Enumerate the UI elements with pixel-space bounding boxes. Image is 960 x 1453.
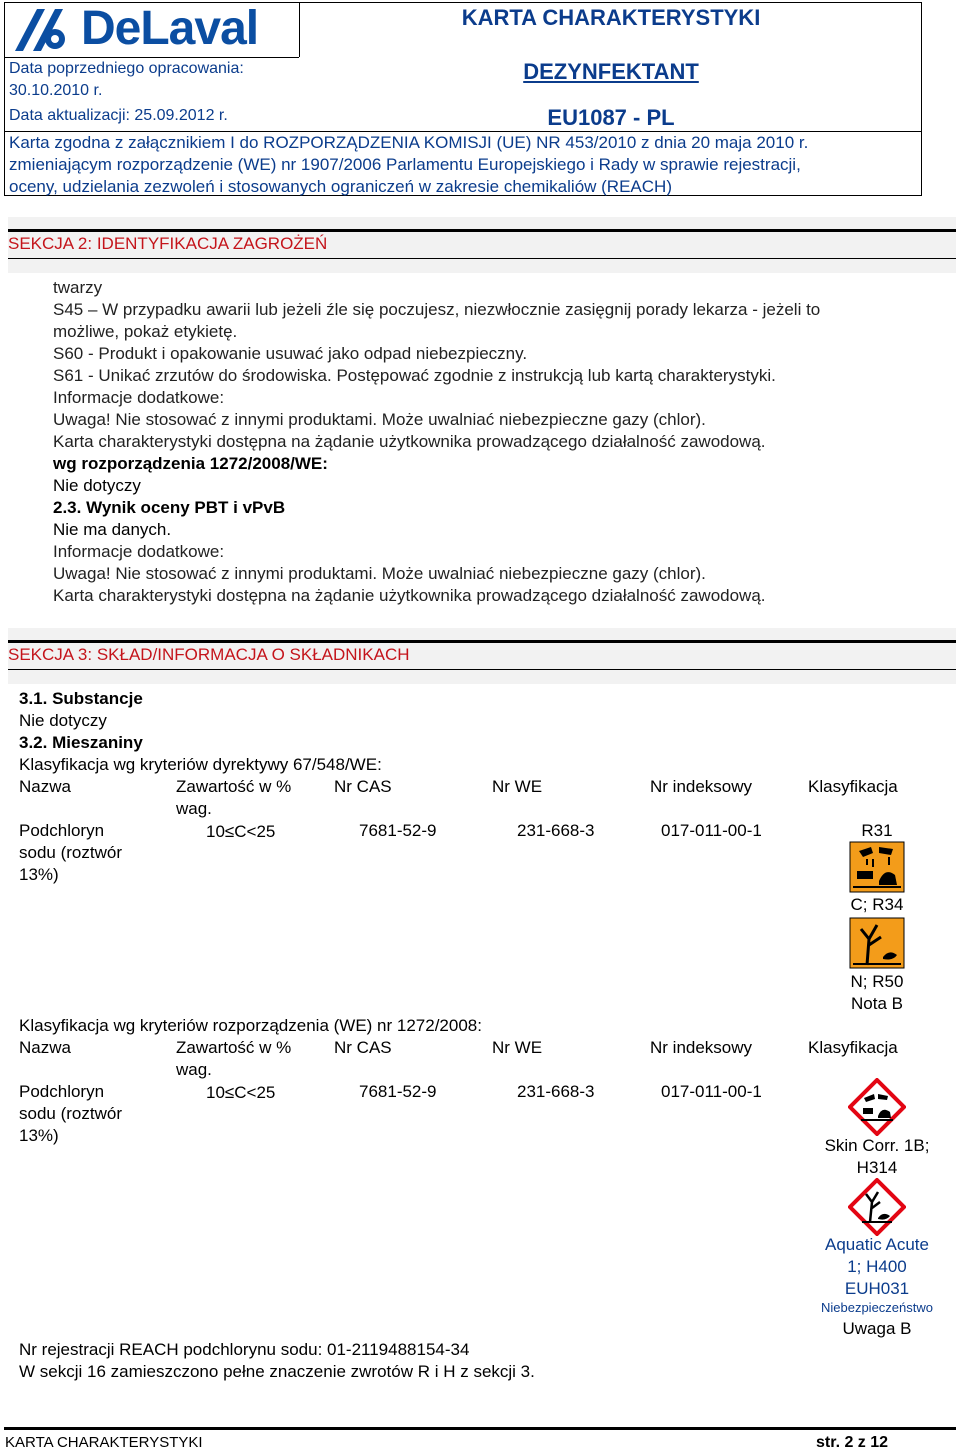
cell-cas: 7681-52-9 [359, 1082, 437, 1101]
classification-text: Skin Corr. 1B; [824, 1136, 930, 1155]
previous-edition-date: 30.10.2010 r. [9, 82, 103, 99]
classification-text: Nota B [851, 994, 903, 1013]
subheading: 3.1. Substancje [19, 689, 143, 708]
col-header-content-unit: wag. [176, 799, 212, 818]
col-header-we: Nr WE [492, 777, 543, 796]
ghs-corrosion-pictogram-icon [848, 1078, 906, 1136]
note-line: W sekcji 16 zamieszczono pełne znaczenie zwrotów R i H z sekcji 3. [19, 1362, 535, 1381]
corrosive-pictogram-icon [849, 841, 905, 893]
document-header [4, 2, 922, 196]
ghs-environment-pictogram-icon [848, 1178, 906, 1236]
classification-text: Uwaga B [842, 1319, 912, 1338]
text-line: S61 - Unikać zrzutów do środowiska. Postępować zgodnie z instrukcją lub kartą charakterystyki. [53, 366, 776, 385]
cell-name: sodu (roztwór [19, 1104, 122, 1123]
col-header-index: Nr indeksowy [650, 1038, 753, 1057]
section-3-title: SEKCJA 3: SKŁAD/INFORMACJA O SKŁADNIKACH [8, 645, 410, 664]
header-divider [5, 57, 299, 58]
col-header-index: Nr indeksowy [650, 777, 753, 796]
col-header-content: Zawartość w % [176, 777, 292, 796]
section-3-heading-bar [8, 628, 956, 684]
section-2-title: SEKCJA 2: IDENTYFIKACJA ZAGROŻEŃ [8, 234, 328, 253]
delaval-logo [11, 2, 297, 55]
cell-we: 231-668-3 [517, 821, 595, 840]
footer-divider [4, 1427, 956, 1430]
regulation-line: Karta zgodna z załącznikiem I do ROZPORZĄDZENIA KOMISJI (UE) NR 453/2010 z dnia 20 maja 2010 r. [9, 133, 809, 152]
signal-word: Niebezpieczeństwo [820, 1300, 933, 1315]
section-2-heading-bar [8, 217, 956, 273]
text-line: możliwe, pokaż etykietę. [53, 322, 238, 341]
classification-text: R31 [861, 821, 893, 840]
col-header-content-unit: wag. [176, 1060, 212, 1079]
previous-edition-label: Data poprzedniego opracowania: [9, 60, 244, 77]
cell-we: 231-668-3 [517, 1082, 595, 1101]
regulation-line: zmieniającym rozporządzenie (WE) nr 1907/2006 Parlamentu Europejskiego i Rady w sprawie rejestracji, [9, 155, 801, 174]
subheading: 2.3. Wynik oceny PBT i vPvB [53, 498, 286, 517]
text-line: Klasyfikacja wg kryteriów dyrektywy 67/548/WE: [19, 755, 382, 774]
text-line: twarzy [53, 278, 103, 297]
text-line: Informacje dodatkowe: [53, 388, 225, 407]
classification-text: H314 [856, 1158, 898, 1177]
text-line: S45 – W przypadku awarii lub jeżeli źle się poczujesz, niezwłocznie zasięgnij porady lekarza - jeżeli to [53, 300, 821, 319]
col-header-content: Zawartość w % [176, 1038, 292, 1057]
regulation-line: oceny, udzielania zezwoleń i stosowanych ograniczeń w zakresie chemikaliów (REACH) [9, 177, 672, 196]
cell-index: 017-011-00-1 [661, 821, 762, 840]
text-line: Uwaga! Nie stosować z innymi produktami. Może uwalniać niebezpieczne gazy (chlor). [53, 564, 706, 583]
brand-name: DeLaval [81, 2, 259, 55]
text-line: Uwaga! Nie stosować z innymi produktami. Może uwalniać niebezpieczne gazy (chlor). [53, 410, 706, 429]
col-header-name: Nazwa [19, 777, 71, 796]
cell-name: 13%) [19, 1126, 59, 1145]
update-date: Data aktualizacji: 25.09.2012 r. [9, 107, 228, 124]
cell-name: 13%) [19, 865, 59, 884]
header-divider [5, 131, 921, 132]
text-line: S60 - Produkt i opakowanie usuwać jako odpad niebezpieczny. [53, 344, 528, 363]
classification-text: N; R50 [850, 972, 904, 991]
reach-registration: Nr rejestracji REACH podchlorynu sodu: 01-2119488154-34 [19, 1340, 470, 1359]
text-line: Klasyfikacja wg kryteriów rozporządzenia (WE) nr 1272/2008: [19, 1016, 482, 1035]
subheading: wg rozporządzenia 1272/2008/WE: [53, 454, 328, 473]
cell-name: Podchloryn [19, 821, 105, 840]
col-header-classification: Klasyfikacja [808, 1038, 898, 1057]
text-line: Nie ma danych. [53, 520, 172, 539]
document-title: KARTA CHARAKTERYSTYKI [461, 5, 761, 30]
col-header-cas: Nr CAS [334, 1038, 392, 1057]
col-header-classification: Klasyfikacja [808, 777, 898, 796]
cell-cas: 7681-52-9 [359, 821, 437, 840]
classification-text: Aquatic Acute [825, 1235, 929, 1254]
cell-name: sodu (roztwór [19, 843, 122, 862]
classification-text: EUH031 [844, 1279, 910, 1298]
cell-name: Podchloryn [19, 1082, 105, 1101]
classification-text: 1; H400 [847, 1257, 907, 1276]
col-header-cas: Nr CAS [334, 777, 392, 796]
environment-pictogram-icon [849, 917, 905, 969]
text-line: Karta charakterystyki dostępna na żądanie użytkownika prowadzącego działalność zawodową. [53, 586, 766, 605]
text-line: Karta charakterystyki dostępna na żądanie użytkownika prowadzącego działalność zawodową. [53, 432, 766, 451]
text-line: Nie dotyczy [53, 476, 141, 495]
classification-text: C; R34 [850, 895, 904, 914]
cell-content: 10≤C<25 [206, 1083, 276, 1102]
product-code: EU1087 - PL [547, 105, 675, 130]
col-header-we: Nr WE [492, 1038, 543, 1057]
product-name: DEZYNFEKTANT [523, 59, 699, 84]
footer-title: KARTA CHARAKTERYSTYKI [5, 1434, 203, 1451]
cell-content: 10≤C<25 [206, 822, 276, 841]
cell-index: 017-011-00-1 [661, 1082, 762, 1101]
text-line: Informacje dodatkowe: [53, 542, 225, 561]
col-header-name: Nazwa [19, 1038, 71, 1057]
text-line: Nie dotyczy [19, 711, 107, 730]
delaval-logo-icon [11, 5, 77, 55]
page-number: str. 2 z 12 [816, 1434, 889, 1451]
subheading: 3.2. Mieszaniny [19, 733, 143, 752]
header-divider [299, 3, 300, 57]
